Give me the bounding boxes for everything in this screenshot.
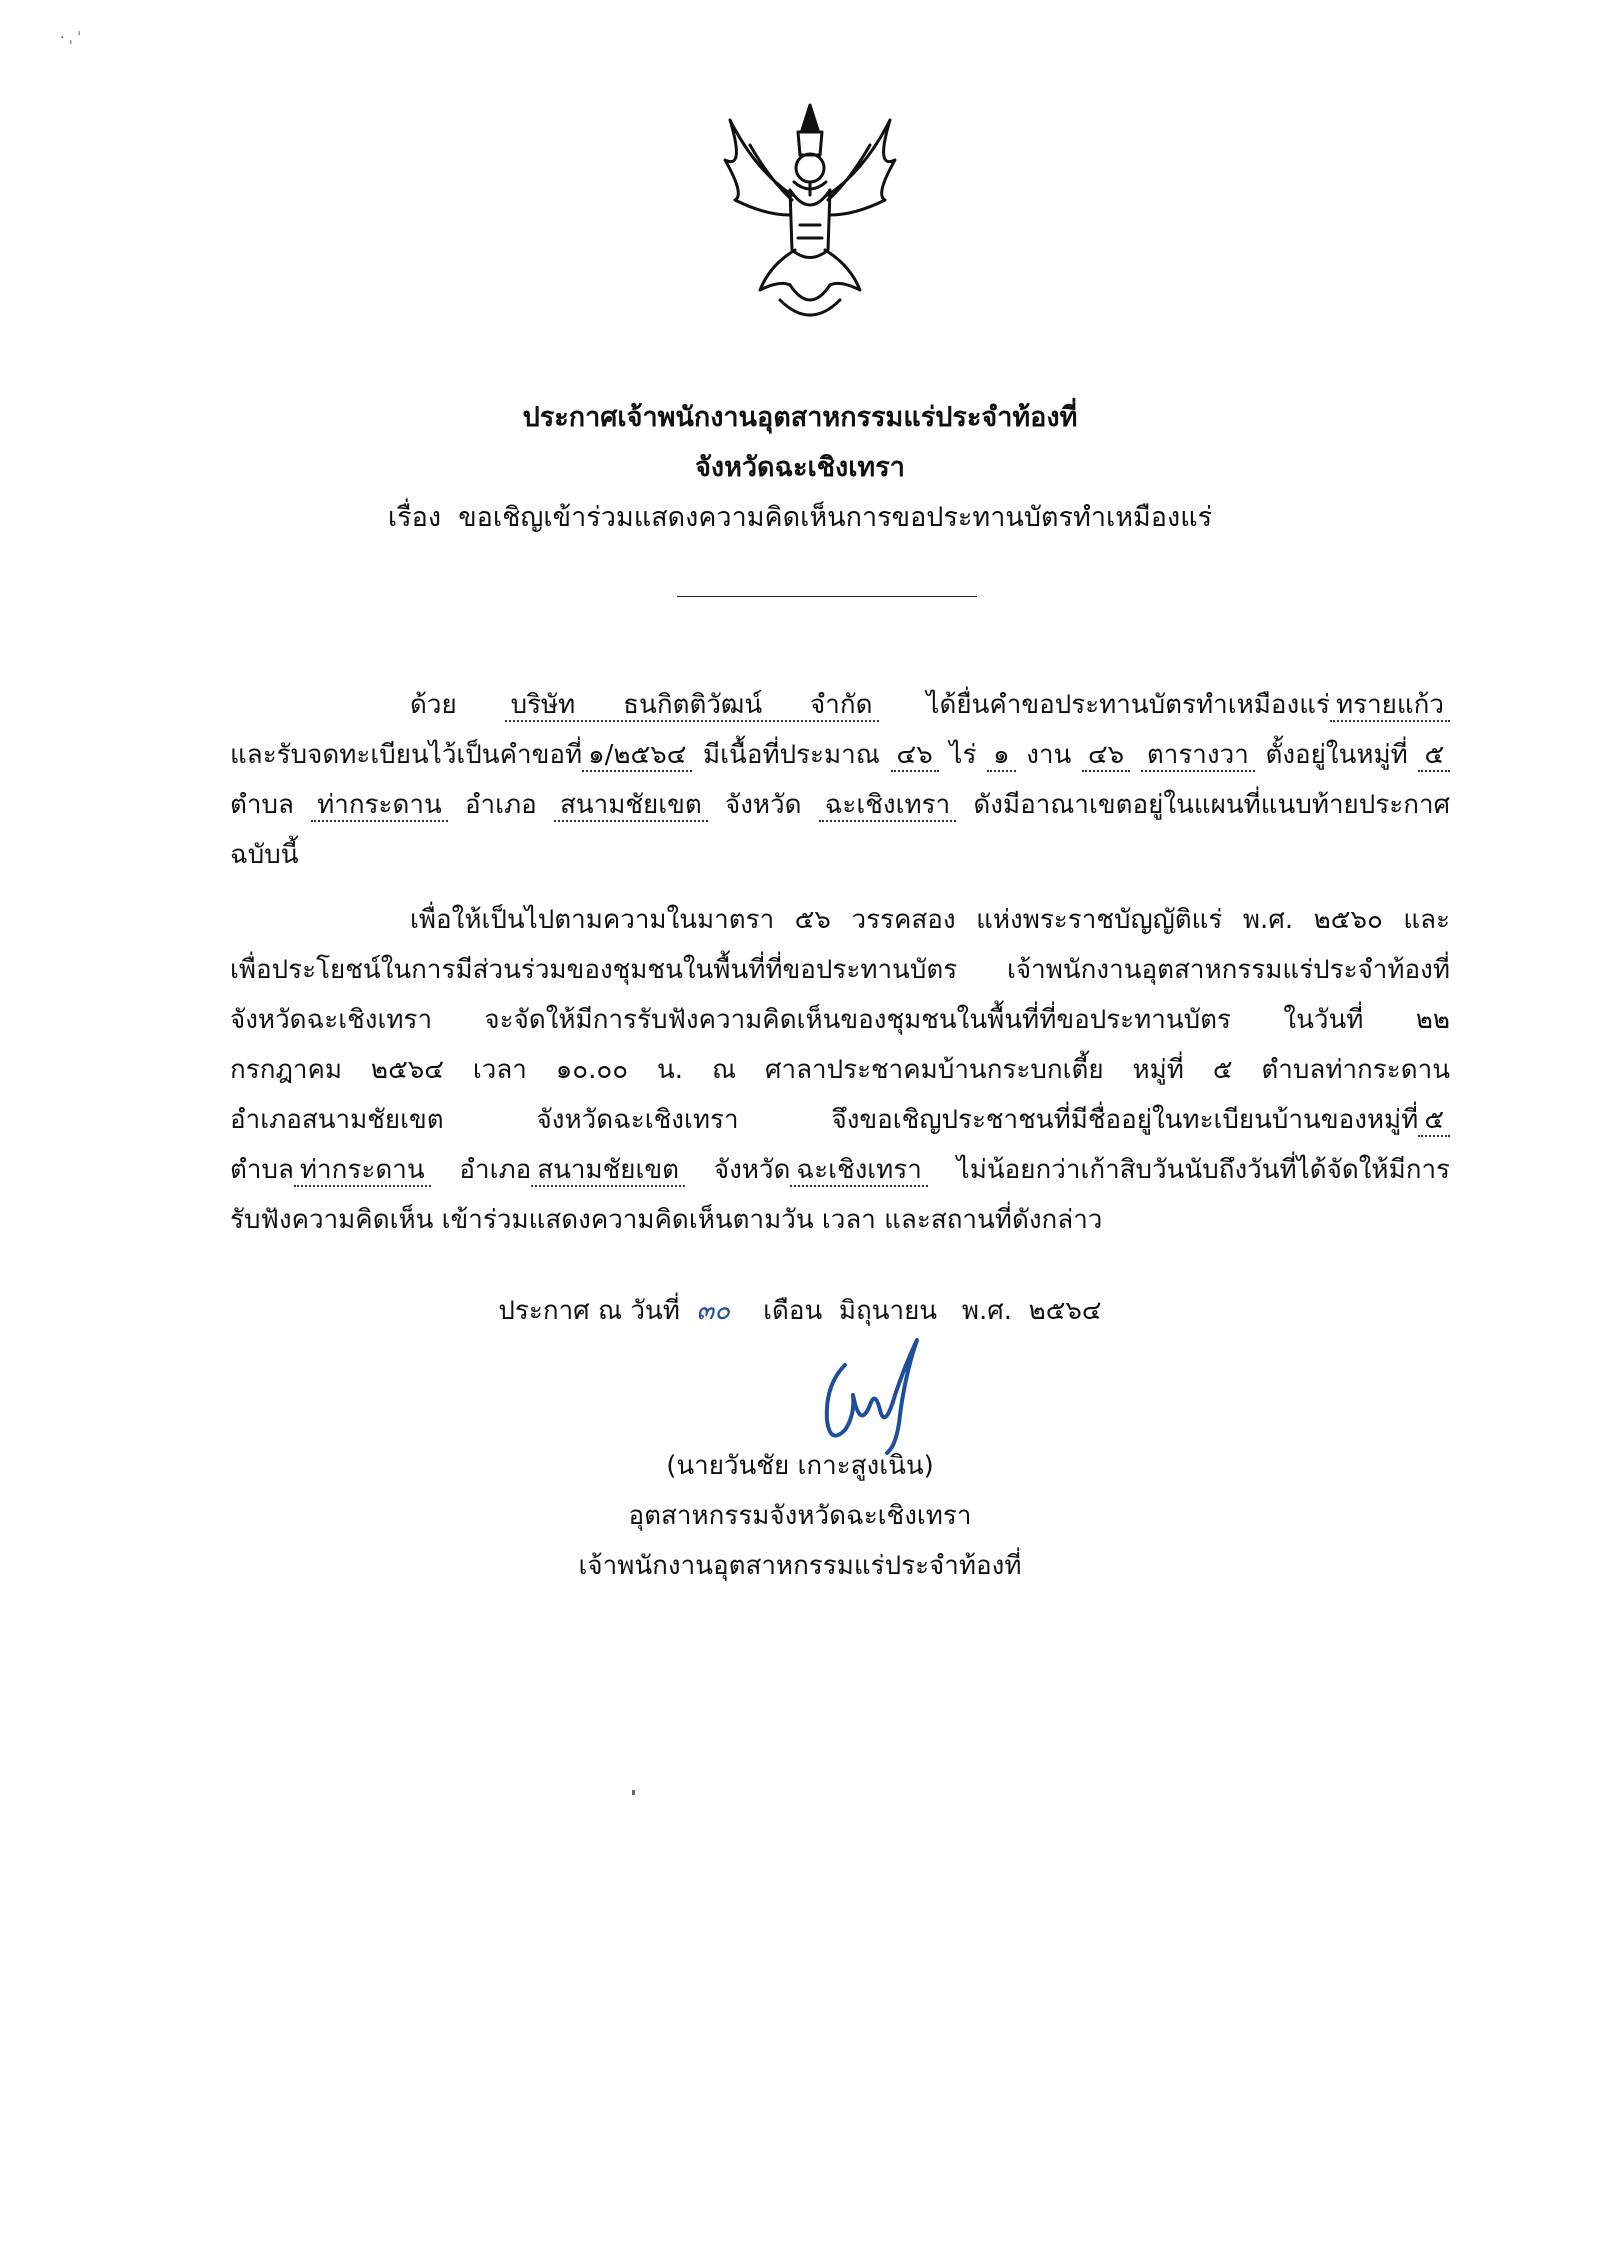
area-rai: ๔๖ [891, 740, 939, 772]
para2-line-3: จังหวัดฉะเชิงเทรา จะจัดให้มีการรับฟังความคิดเห็นของชุมชนในพื้นที่ที่ขอประทานบัตร ในวันที่ ๒๒ [230, 1005, 1450, 1035]
tambon-name-2: ท่ากระดาน [294, 1155, 431, 1187]
moo-number-2: ๕ [1418, 1105, 1450, 1137]
para2-line-7: รับฟังความคิดเห็น เข้าร่วมแสดงความคิดเห็นตามวัน เวลา และสถานที่ดังกล่าว [230, 1205, 1103, 1235]
subject-label: เรื่อง [387, 502, 442, 533]
amphoe-name: สนามชัยเขต [554, 790, 708, 822]
tambon-name: ท่ากระดาน [311, 790, 448, 822]
signer-position-1: อุตสาหกรรมจังหวัดฉะเชิงเทรา [628, 1501, 972, 1531]
para1-line-1: ด้วย บริษัท ธนกิตติวัฒน์ จำกัด ได้ยื่นคำขอประทานบัตรทำเหมืองแร่ ทรายแก้ว [230, 690, 1450, 720]
province-name: ฉะเชิงเทรา [819, 790, 957, 822]
area-wa: ๔๖ [1082, 740, 1130, 772]
signature-icon [805, 1335, 935, 1455]
subject-text: ขอเชิญเข้าร่วมแสดงความคิดเห็นการขอประทานบัตรทำเหมืองแร่ [458, 502, 1213, 533]
scan-dot [632, 1790, 635, 1795]
area-ngan: ๑ [987, 740, 1016, 772]
garuda-emblem-icon [710, 100, 910, 330]
heading-line-2: จังหวัดฉะเชิงเทรา [695, 452, 905, 483]
request-number: ๑/๒๕๖๔ [582, 740, 692, 772]
moo-number: ๕ [1418, 740, 1450, 772]
signer-position-2: เจ้าพนักงานอุตสาหกรรมแร่ประจำท้องที่ [578, 1551, 1022, 1581]
para2-line-2: เพื่อประโยชน์ในการมีส่วนร่วมของชุมชนในพื้นที่ที่ขอประทานบัตร เจ้าพนักงานอุตสาหกรรมแร่ประจำท้องที่ [230, 955, 1450, 985]
para2-line-1: เพื่อให้เป็นไปตามความในมาตรา ๕๖ วรรคสอง แห่งพระราชบัญญัติแร่ พ.ศ. ๒๕๖๐ และ [410, 905, 1450, 935]
province-name-2: ฉะเชิงเทรา [790, 1155, 928, 1187]
para1-line-3: ตำบล ท่ากระดาน อำเภอ สนามชัยเขต จังหวัด ฉะเชิงเทรา ดังมีอาณาเขตอยู่ในแผนที่แนบท้ายประกาศ [230, 790, 1451, 820]
para1-line-4: ฉบับนี้ [230, 840, 299, 870]
para2-line-6: ตำบล ท่ากระดาน อำเภอ สนามชัยเขต จังหวัด ฉะเชิงเทรา ไม่น้อยกว่าเก้าสิบวันนับถึงวันที่ได้จัดให้มีการ [230, 1155, 1451, 1185]
signer-name: (นายวันชัย เกาะสูงเนิน) [666, 1451, 934, 1481]
amphoe-name-2: สนามชัยเขต [531, 1155, 685, 1187]
para2-line-5: อำเภอสนามชัยเขต จังหวัดฉะเชิงเทรา จึงขอเชิญประชาชนที่มีชื่ออยู่ในทะเบียนบ้านของหมู่ที่ ๕ [230, 1105, 1450, 1135]
company-name: บริษัท ธนกิตติวัฒน์ จำกัด [505, 690, 879, 722]
announce-year: ๒๕๖๔ [1028, 1296, 1102, 1326]
mineral-name: ทรายแก้ว [1330, 690, 1450, 722]
divider [677, 596, 977, 597]
announce-month: มิถุนายน [838, 1296, 938, 1326]
para2-line-4: กรกฎาคม ๒๕๖๔ เวลา ๑๐.๐๐ น. ณ ศาลาประชาคมบ้านกระบกเตี้ย หมู่ที่ ๕ ตำบลท่ากระดาน [230, 1055, 1450, 1085]
subject-line [0, 495, 1600, 538]
scan-specks: · ˌ ˈ [60, 30, 82, 46]
announce-day: ๓๐ [696, 1296, 731, 1326]
announce-date-line: ประกาศ ณ วันที่ ๓๐ เดือน มิถุนายน พ.ศ. ๒๕๖๔ [498, 1296, 1102, 1326]
heading-line-1: ประกาศเจ้าพนักงานอุตสาหกรรมแร่ประจำท้องที่ [522, 402, 1078, 433]
para1-line-2: และรับจดทะเบียนไว้เป็นคำขอที่ ๑/๒๕๖๔ มีเนื้อที่ประมาณ ๔๖ ไร่ ๑ งาน ๔๖ ตารางวา ตั้งอยู่ในหมู่ที่ ๕ [230, 740, 1450, 770]
